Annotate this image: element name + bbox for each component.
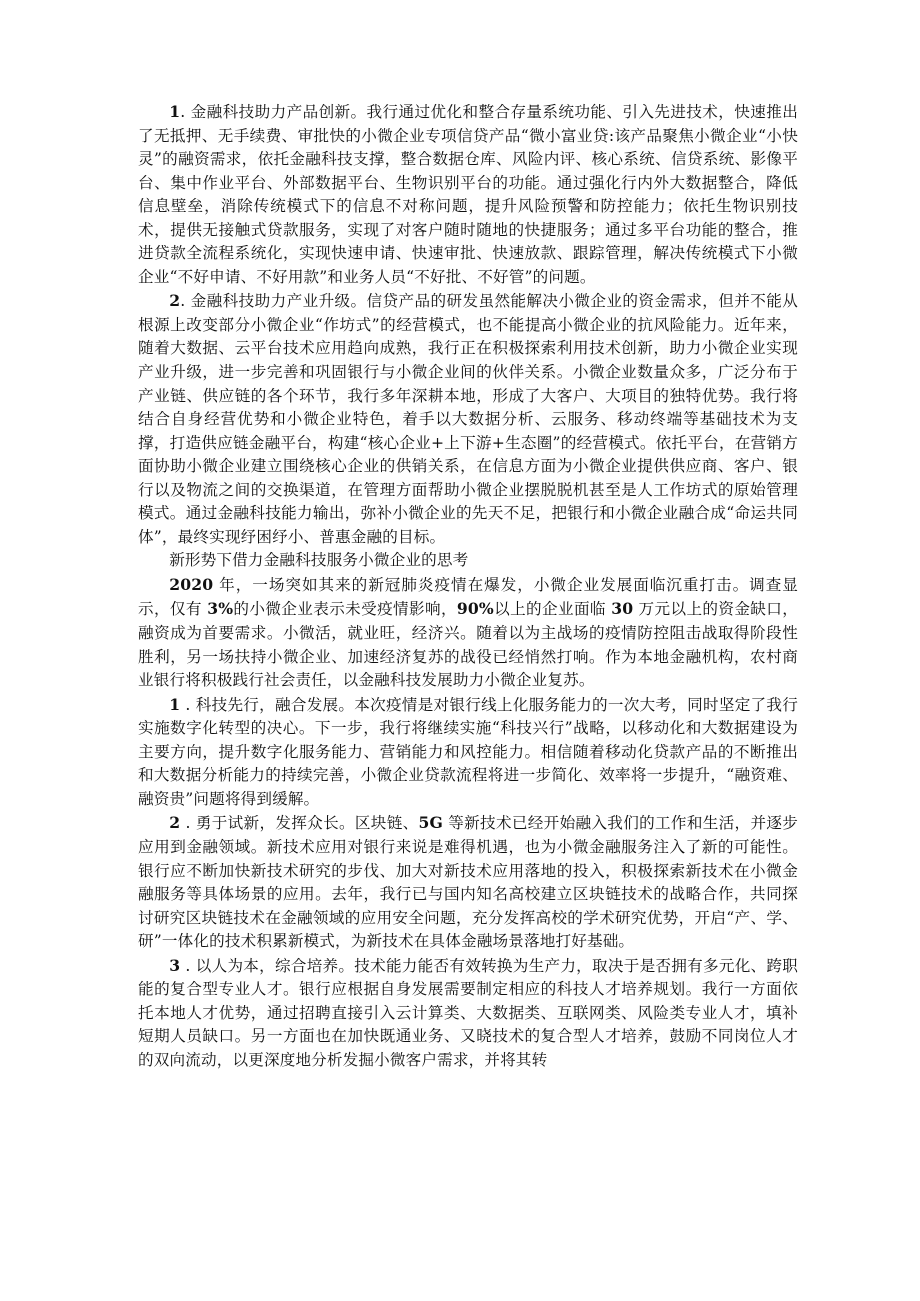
- percent-gap: 90%: [456, 599, 494, 619]
- percent-unaffected: 3%: [207, 599, 234, 619]
- paragraph-number: 2: [169, 291, 181, 311]
- point-bold-term: 5G: [418, 813, 443, 833]
- intro-text: 年，一场突如其来的新冠肺炎疫情在爆发，小微企业发展面临沉重打击。调查显示，仅有: [138, 575, 798, 619]
- point-try-new: [138, 811, 798, 953]
- year-text: 2020: [169, 574, 214, 594]
- point-number: 1: [169, 694, 181, 714]
- intro-text: 以上的企业面临: [493, 600, 612, 619]
- point-number: 2: [169, 813, 181, 833]
- paragraph-number: 1: [169, 102, 181, 121]
- point-people-first: [138, 954, 798, 1073]
- point-technology-first: [138, 693, 798, 812]
- amount-value: 30: [611, 599, 634, 619]
- intro-text: 的小微企业表示未受疫情影响，: [233, 600, 457, 619]
- point-text: . 科技先行，融合发展。本次疫情是对银行线上化服务能力的一次大考，同时坚定了我行实施数字化转型的决心。下一步，我行将继续实施“科技兴行”战略，以移动化和大数据建设为主要方向，提升数字化服务能力、营销能力和风控能力。相信随着移动化贷款产品的不断推出和大数据分析能力的持续完善，小微企业贷款流程将进一步简化、效率将一步提升，“融资难、融资贵”问题将得到缓解。: [138, 695, 798, 808]
- point-text: . 勇于试新，发挥众长。区块链、: [180, 814, 419, 833]
- paragraph-product-innovation: [138, 100, 798, 289]
- intro-text: 万元以上的资金缺口，融资成为首要需求。小微活，就业旺，经济兴。随着以为主战场的疫情防控阻击战取得阶段性胜利，另一场扶持小微企业、加速经济复苏的战役已经悄然打响。作为本地金融机构，农村商业银行将积极践行社会责任，以金融科技发展助力小微企业复苏。: [138, 600, 798, 690]
- paragraph-text: . 金融科技助力产业升级。信贷产品的研发虽然能解决小微企业的资金需求，但并不能从根源上改变部分小微企业“作坊式”的经营模式，也不能提高小微企业的抗风险能力。近年来，随着大数据、云平台技术应用趋向成熟，我行正在积极探索利用技术创新，助力小微企业实现产业升级，进一步完善和巩固银行与小微企业间的伙伴关系。小微企业数量众多，广泛分布于产业链、供应链的各个环节，我行多年深耕本地，形成了大客户、大项目的独特优势。我行将结合自身经营优势和小微企业特色，着手以大数据分析、云服务、移动终端等基础技术为支撑，打造供应链金融平台，构建“核心企业+上下游+生态圈”的经营模式。依托平台，在营销方面协助小微企业建立围绕核心企业的供销关系，在信息方面为小微企业提供供应商、客户、银行以及物流之间的交换渠道，在管理方面帮助小微企业摆脱脱机甚至是人工作坊式的原始管理模式。通过金融科技能力输出，弥补小微企业的先天不足，把银行和小微企业融合成“命运共同体”，最终实现纾困纾小、普惠金融的目标。: [138, 292, 798, 546]
- point-number: 3: [169, 955, 181, 975]
- point-text: 等新技术已经开始融入我们的工作和生活，并逐步应用到金融领域。新技术应用对银行来说是难得机遇，也为小微金融服务注入了新的可能性。银行应不断加快新技术研究的步伐、加大对新技术应用落地的投入，积极探索新技术在小微金融服务等具体场景的应用。去年，我行已与国内知名高校建立区块链技术的战略合作，共同探讨研究区块链技术在金融领域的应用安全问题，充分发挥高校的学术研究优势，开启“产、学、研”一体化的技术积累新模式，为新技术在具体金融场景落地打好基础。: [138, 814, 798, 951]
- point-text: . 以人为本，综合培养。技术能力能否有效转换为生产力，取决于是否拥有多元化、跨职能的复合型专业人才。银行应根据自身发展需要制定相应的科技人才培养规划。我行一方面依托本地人才优势，通过招聘直接引入云计算类、大数据类、互联网类、风险类专业人才，填补短期人员缺口。另一方面也在加快既通业务、又晓技术的复合型人才培养，鼓励不同岗位人才的双向流动，以更深度地分析发掘小微客户需求，并将其转: [138, 956, 798, 1069]
- section-heading: 新形势下借力金融科技服务小微企业的思考: [169, 551, 469, 570]
- paragraph-industry-upgrade: [138, 289, 798, 549]
- paragraph-intro: [138, 573, 798, 693]
- paragraph-text: . 金融科技助力产品创新。我行通过优化和整合存量系统功能、引入先进技术，快速推出了无抵押、无手续费、审批快的小微企业专项信贷产品“微小富业贷:该产品聚焦小微企业“小快灵”的融资需求，依托金融科技支撑，整合数据仓库、风险内评、核心系统、信贷系统、影像平台、集中作业平台、外部数据平台、生物识别平台的功能。通过强化行内外大数据整合，降低信息壁垒，消除传统模式下的信息不对称问题，提升风险预警和防控能力；依托生物识别技术，提供无接触式贷款服务，实现了对客户随时随地的快捷服务；通过多平台功能的整合，推进贷款全流程系统化，实现快速申请、快速审批、快速放款、跟踪管理，解决传统模式下小微企业“不好申请、不好用款”和业务人员“不好批、不好管”的问题。: [138, 103, 798, 286]
- document-body: [138, 100, 798, 1072]
